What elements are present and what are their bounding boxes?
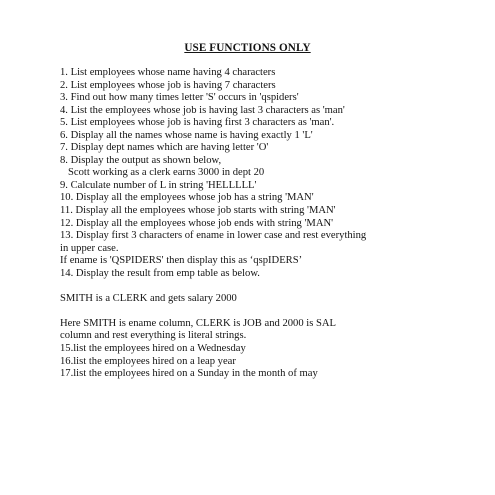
document-title: USE FUNCTIONS ONLY bbox=[184, 42, 311, 54]
question-line: 2. List employees whose job is having 7 characters bbox=[60, 79, 276, 91]
spacer bbox=[60, 305, 480, 318]
question-line: 6. Display all the names whose name is having exactly 1 'L' bbox=[60, 129, 313, 141]
question-line: 17.list the employees hired on a Sunday in the month of may bbox=[60, 368, 318, 380]
question-line: 7. Display dept names which are having letter 'O' bbox=[60, 142, 269, 154]
explanation-line: Here SMITH is ename column, CLERK is JOB and 2000 is SAL bbox=[60, 317, 337, 329]
question-line: 9. Calculate number of L in string 'HELLLLL' bbox=[60, 179, 257, 191]
question-line: 16.list the employees hired on a leap year bbox=[60, 355, 236, 367]
question-line: 1. List employees whose name having 4 characters bbox=[60, 67, 276, 78]
question-line: 12. Display all the employees whose job ends with string 'MAN' bbox=[60, 217, 334, 229]
spacer bbox=[60, 280, 480, 293]
question-8-example: Scott working as a clerk earns 3000 in dept 20 bbox=[68, 167, 265, 179]
question-line: 8. Display the output as shown below, bbox=[60, 154, 222, 166]
question-line: 5. List employees whose job is having first 3 characters as 'man'. bbox=[60, 117, 335, 129]
explanation-line: column and rest everything is literal strings. bbox=[60, 330, 247, 342]
question-line: 4. List the employees whose job is having last 3 characters as 'man' bbox=[60, 104, 345, 116]
question-line: 13. Display first 3 characters of ename in lower case and rest everything bbox=[60, 230, 367, 242]
question-line: in upper case. bbox=[60, 242, 119, 254]
question-line: 10. Display all the employees whose job has a string 'MAN' bbox=[60, 192, 314, 204]
question-line: 15.list the employees hired on a Wednesday bbox=[60, 343, 246, 355]
question-line: If ename is 'QSPIDERS' then display this as ‘qspIDERS’ bbox=[60, 255, 303, 267]
example-output-line: SMITH is a CLERK and gets salary 2000 bbox=[60, 292, 237, 304]
question-line: 14. Display the result from emp table as below. bbox=[60, 267, 260, 279]
question-line: 3. Find out how many times letter 'S' occurs in 'qspiders' bbox=[60, 92, 299, 104]
document-body bbox=[60, 67, 480, 381]
question-line: 11. Display all the employees whose job starts with string 'MAN' bbox=[60, 205, 336, 217]
